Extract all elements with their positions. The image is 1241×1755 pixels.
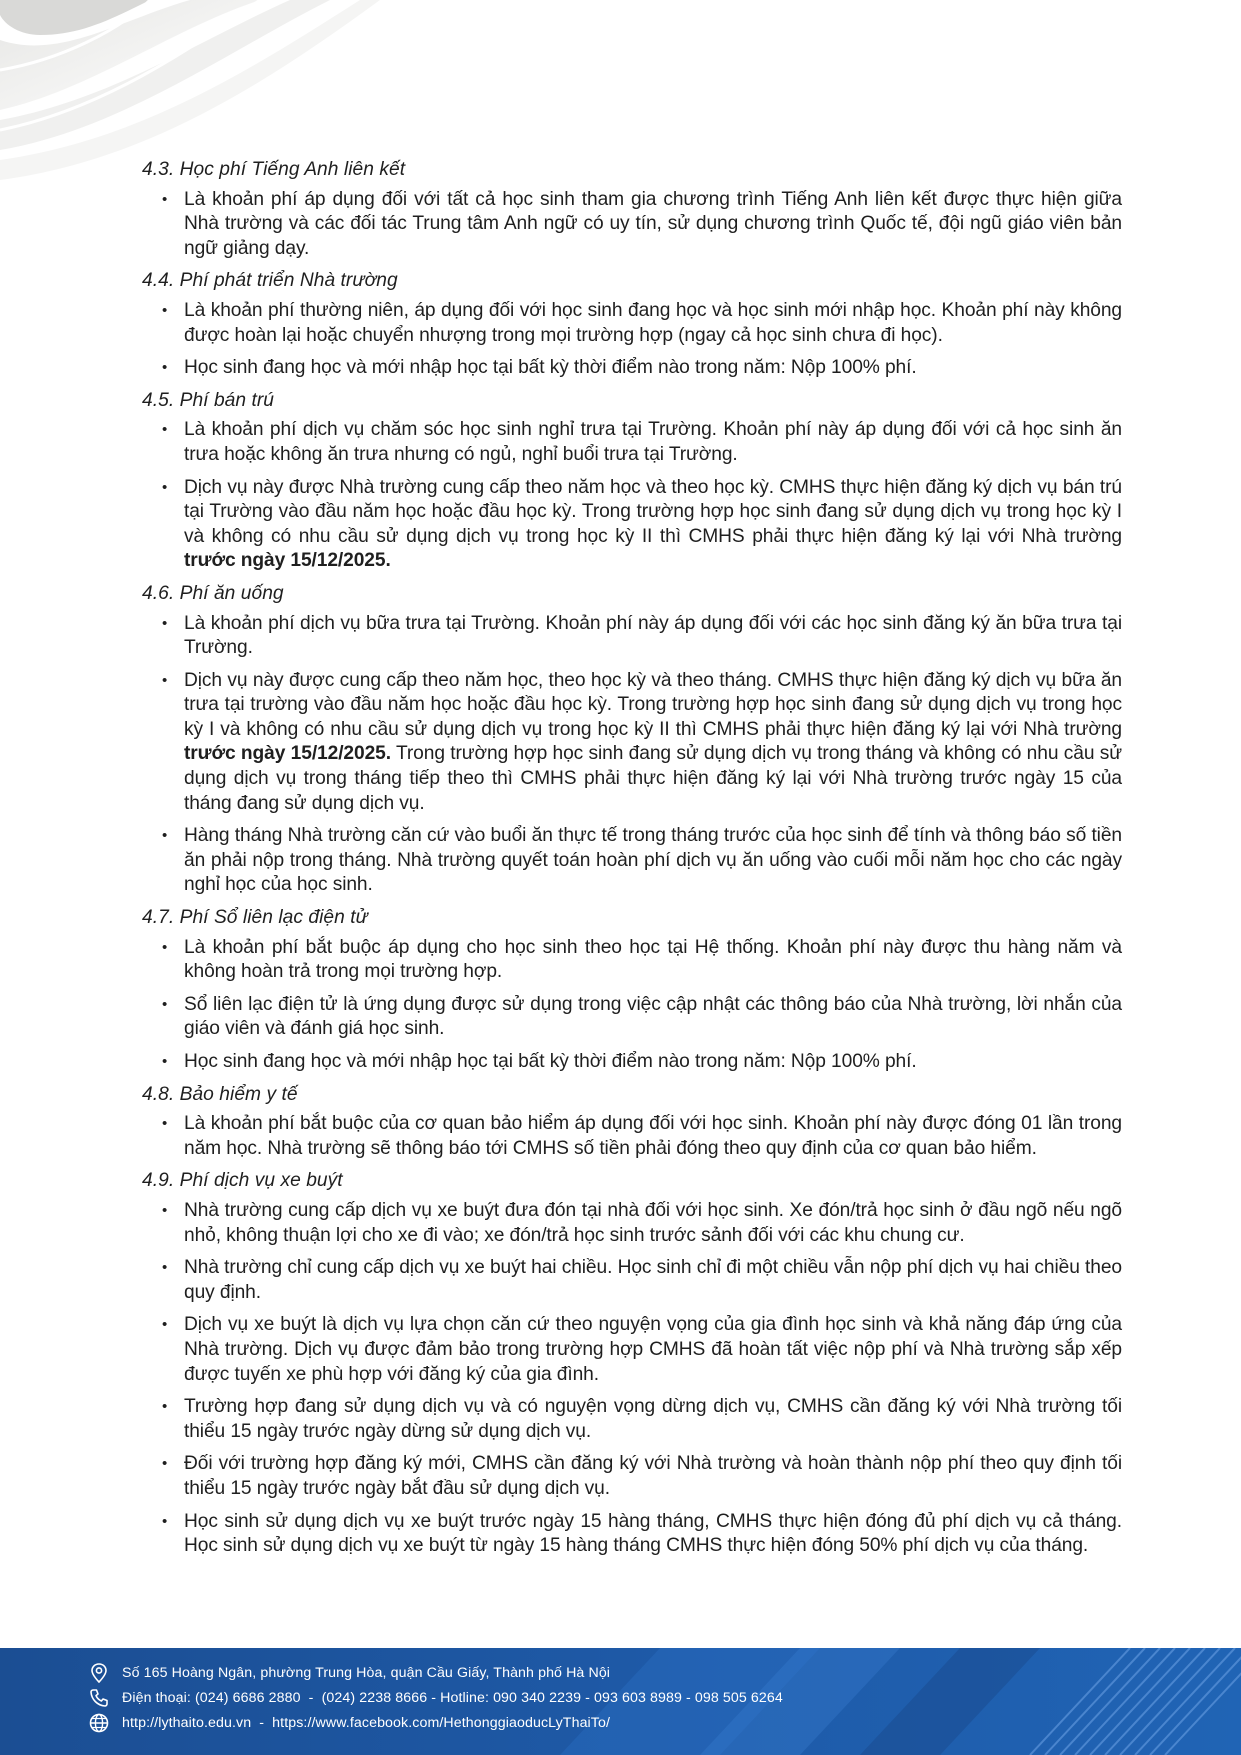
list-item: [142, 299, 1122, 348]
list-item-text: Là khoản phí bắt buộc áp dụng cho học sinh theo học tại Hệ thống. Khoản phí này được thu hàng năm và không hoàn trả trong mọi trường hợp.: [184, 936, 1122, 983]
list-item: [142, 418, 1122, 467]
document-body: [142, 158, 1122, 1567]
list-item-text: Là khoản phí bắt buộc của cơ quan bảo hiểm áp dụng đối với học sinh. Khoản phí này được đóng 01 lần trong năm học. Nhà trường sẽ thông báo tới CMHS số tiền phải đóng theo quy định của cơ quan bảo hiểm.: [184, 1113, 1122, 1159]
section-heading: [142, 158, 1122, 183]
bullet-list: [142, 418, 1122, 574]
list-item-text: Nhà trường cung cấp dịch vụ xe buýt đưa đón tại nhà đối với học sinh. Xe đón/trả học sinh ở đầu ngõ nếu ngõ nhỏ, không thuận lợi cho xe đi vào; xe đón/trả học sinh trước sảnh đối với các khu chung cư.: [184, 1199, 1122, 1246]
section-heading: [142, 269, 1122, 294]
list-item: [142, 1313, 1122, 1387]
phone-icon: [88, 1687, 110, 1709]
section-heading: [142, 582, 1122, 607]
list-item: [142, 1395, 1122, 1444]
list-item-text: Dịch vụ xe buýt là dịch vụ lựa chọn căn cứ theo nguyện vọng của gia đình học sinh và khả năng đáp ứng của Nhà trường. Dịch vụ được đảm bảo trong trường hợp CMHS đã hoàn tất việc nộp phí và Nhà trường sắp xếp được tuyến xe phù hợp với đăng ký của gia đình.: [184, 1314, 1122, 1385]
section-number: 4.6.: [142, 582, 175, 604]
list-item-text: Sổ liên lạc điện tử là ứng dụng được sử dụng trong việc cập nhật các thông báo của Nhà trường, lời nhắn của giáo viên và đánh giá học sinh.: [184, 993, 1122, 1040]
footer-web-links[interactable]: http://lythaito.edu.vn - https://www.facebook.com/HethonggiaoducLyThaiTo/: [122, 1715, 611, 1731]
list-item: [142, 993, 1122, 1042]
section-heading: [142, 389, 1122, 414]
section-heading: [142, 1083, 1122, 1108]
section-title: Phí dịch vụ xe buýt: [179, 1170, 343, 1192]
footer-phone-row: [88, 1687, 783, 1709]
bullet-list: [142, 936, 1122, 1075]
list-item-text: Học sinh sử dụng dịch vụ xe buýt trước ngày 15 hàng tháng, CMHS thực hiện đóng đủ phí dịch vụ cả tháng. Học sinh sử dụng dịch vụ xe buýt từ ngày 15 hàng tháng CMHS thực hiện đóng 50% phí dịch vụ của tháng.: [184, 1510, 1122, 1557]
list-item-text: Dịch vụ này được Nhà trường cung cấp theo năm học và theo học kỳ. CMHS thực hiện đăng ký dịch vụ bán trú tại Trường vào đầu năm học hoặc đầu học kỳ. Trong trường hợp học sinh đang sử dụng dịch vụ trong học kỳ I và không có nhu cầu sử dụng dịch vụ trong học kỳ II thì CMHS phải thực hiện đăng ký lại với Nhà trường: [184, 476, 1122, 547]
list-item-text: Đối với trường hợp đăng ký mới, CMHS cần đăng ký với Nhà trường và hoàn thành nộp phí theo quy định tối thiểu 15 ngày trước ngày bắt đầu sử dụng dịch vụ.: [184, 1453, 1122, 1499]
bullet-list: [142, 1112, 1122, 1161]
location-pin-icon: [88, 1662, 110, 1684]
list-item-text: Học sinh đang học và mới nhập học tại bất kỳ thời điểm nào trong năm: Nộp 100% phí.: [184, 1051, 917, 1072]
bullet-list: [142, 1199, 1122, 1559]
list-item: [142, 1112, 1122, 1161]
list-item: [142, 669, 1122, 817]
globe-icon: [88, 1712, 110, 1734]
deadline-emphasis: trước ngày 15/12/2025.: [184, 550, 391, 572]
list-item: [142, 936, 1122, 985]
section-number: 4.5.: [142, 389, 175, 411]
section-number: 4.3.: [142, 159, 175, 180]
section-number: 4.9.: [142, 1170, 175, 1192]
list-item: [142, 188, 1122, 262]
section-title: Phí ăn uống: [179, 582, 284, 604]
section-title: Phí Sổ liên lạc điện tử: [179, 907, 368, 929]
list-item: [142, 1510, 1122, 1559]
list-item-text-continued: Trong trường hợp học sinh đang sử dụng dịch vụ trong tháng và không có nhu cầu sử dụng dịch vụ trong tháng tiếp theo thì CMHS phải thực hiện đăng ký lại với Nhà trường trước ngày 15 của tháng đang sử dụng dịch vụ.: [184, 743, 1123, 814]
section-title: Bảo hiểm y tế: [179, 1083, 298, 1105]
section-number: 4.4.: [142, 270, 175, 292]
list-item: [142, 824, 1122, 898]
bullet-list: [142, 188, 1122, 262]
list-item-text: Hàng tháng Nhà trường căn cứ vào buổi ăn thực tế trong tháng trước của học sinh để tính và thông báo số tiền ăn phải nộp trong tháng. Nhà trường quyết toán hoàn phí dịch vụ ăn uống vào cuối mỗi năm học cho các ngày nghỉ học của học sinh.: [184, 825, 1122, 896]
list-item: [142, 1256, 1122, 1305]
list-item: [142, 1452, 1122, 1501]
footer-phone: Điện thoại: (024) 6686 2880 - (024) 2238 8666 - Hotline: 090 340 2239 - 093 603 8989 - 098 505 6264: [122, 1690, 783, 1706]
list-item-text: Trường hợp đang sử dụng dịch vụ và có nguyện vọng dừng dịch vụ, CMHS cần đăng ký với Nhà trường tối thiểu 15 ngày trước ngày dừng sử dụng dịch vụ.: [184, 1396, 1122, 1442]
list-item: [142, 356, 1122, 381]
footer-web-row: [88, 1712, 610, 1734]
bullet-list: [142, 612, 1122, 899]
footer-address-row: [88, 1662, 610, 1684]
list-item: [142, 476, 1122, 574]
section-title: Học phí Tiếng Anh liên kết: [179, 159, 406, 180]
list-item-text: Là khoản phí dịch vụ chăm sóc học sinh nghỉ trưa tại Trường. Khoản phí này áp dụng đối với cả học sinh ăn trưa hoặc không ăn trưa nhưng có ngủ, nghỉ buổi trưa tại Trường.: [184, 419, 1122, 465]
list-item: [142, 612, 1122, 661]
section-title: Phí phát triển Nhà trường: [179, 270, 398, 292]
list-item-text: Dịch vụ này được cung cấp theo năm học, theo học kỳ và theo tháng. CMHS thực hiện đăng ký dịch vụ bữa ăn trưa tại trường vào đầu năm học hoặc đầu học kỳ. Trong trường hợp học sinh đang sử dụng dịch vụ trong học kỳ I và không có nhu cầu sử dụng dịch vụ trong học kỳ II thì CMHS phải thực hiện đăng ký lại với Nhà trường: [184, 669, 1122, 740]
page-footer: [0, 1648, 1241, 1755]
list-item-text: Là khoản phí áp dụng đối với tất cả học sinh tham gia chương trình Tiếng Anh liên kết được thực hiện giữa Nhà trường và các đối tác Trung tâm Anh ngữ có uy tín, sử dụng chương trình Quốc tế, đội ngũ giáo viên bản ngữ giảng dạy.: [184, 188, 1122, 259]
section-heading: [142, 906, 1122, 931]
list-item-text: Là khoản phí dịch vụ bữa trưa tại Trường. Khoản phí này áp dụng đối với các học sinh đăng ký ăn bữa trưa tại Trường.: [184, 612, 1122, 659]
section-number: 4.7.: [142, 907, 175, 929]
deadline-emphasis: trước ngày 15/12/2025.: [184, 743, 391, 765]
list-item: [142, 1199, 1122, 1248]
section-title: Phí bán trú: [179, 389, 275, 411]
list-item-text: Là khoản phí thường niên, áp dụng đối với học sinh đang học và học sinh mới nhập học. Khoản phí này không được hoàn lại hoặc chuyển nhượng trong mọi trường hợp (ngay cả học sinh chưa đi học).: [184, 299, 1122, 346]
list-item-text: Nhà trường chỉ cung cấp dịch vụ xe buýt hai chiều. Học sinh chỉ đi một chiều vẫn nộp phí dịch vụ hai chiều theo quy định.: [184, 1257, 1122, 1303]
list-item-text: Học sinh đang học và mới nhập học tại bất kỳ thời điểm nào trong năm: Nộp 100% phí.: [184, 357, 917, 379]
bullet-list: [142, 299, 1122, 381]
section-heading: [142, 1169, 1122, 1194]
list-item: [142, 1050, 1122, 1075]
section-number: 4.8.: [142, 1083, 175, 1105]
footer-address: Số 165 Hoàng Ngân, phường Trung Hòa, quận Cầu Giấy, Thành phố Hà Nội: [122, 1665, 611, 1681]
